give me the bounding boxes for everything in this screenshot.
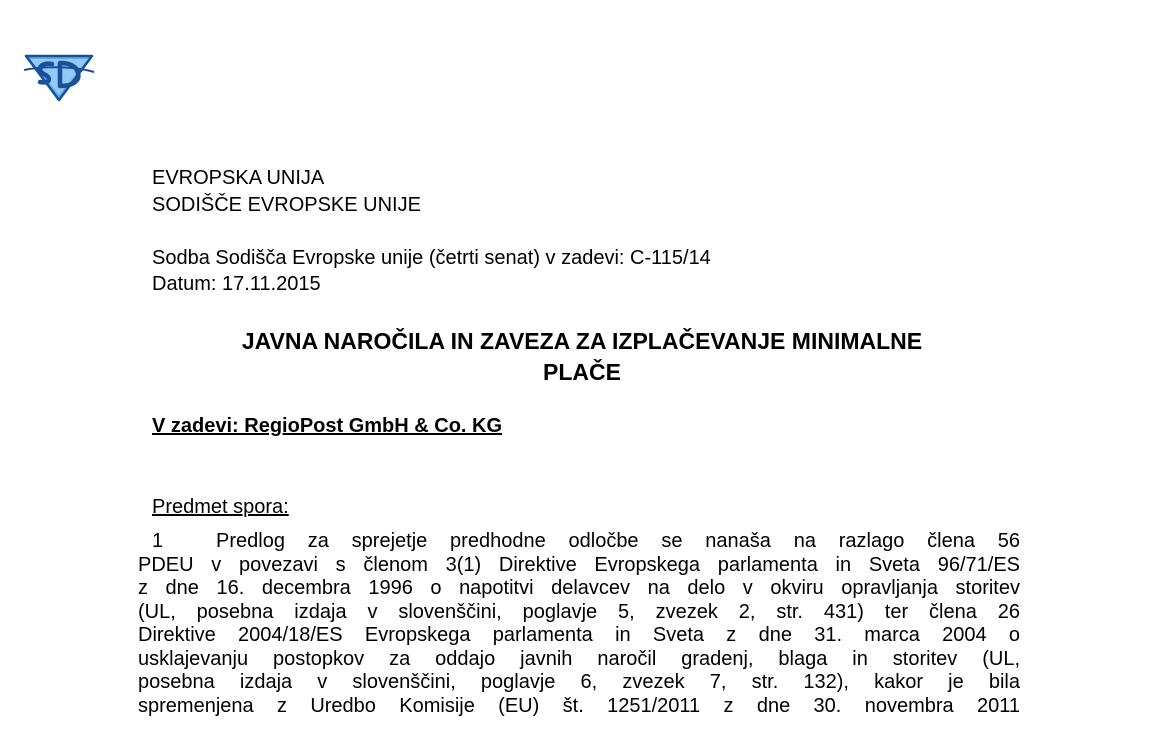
court-header-line-1: EVROPSKA UNIJA: [152, 167, 325, 189]
paragraph-line: Direktive 2004/18/ES Evropskega parlamenta in Sveta z dne 31. marca 2004 o: [138, 624, 1020, 646]
document-title-line-2: PLAČE: [543, 359, 621, 385]
subject-heading: Predmet spora:: [152, 496, 289, 518]
paragraph-line: usklajevanju postopkov za oddajo javnih naročil gradenj, blaga in storitev (UL,: [138, 647, 1020, 670]
paragraph-number: 1: [152, 530, 164, 552]
paragraph-line: spremenjena z Uredbo Komisije (EU) št. 1251/2011 z dne 30. novembra 2011: [138, 694, 1020, 717]
case-heading: V zadevi: RegioPost GmbH & Co. KG: [152, 415, 503, 437]
paragraph-line: 1 Predlog za sprejetje predhodne odločbe se nanaša na razlago člena 56: [138, 530, 1020, 554]
judgment-date: Datum: 17.11.2015: [152, 273, 321, 295]
paragraph-line: (UL, posebna izdaja v slovenščini, poglavje 5, zvezek 2, str. 431) ter člena 26: [138, 600, 1020, 623]
paragraph-1: [138, 530, 1020, 718]
paragraph-line: PDEU v povezavi s členom 3(1) Direktive Evropskega parlamenta in Sveta 96/71/ES: [138, 553, 1020, 576]
paragraph-line: z dne 16. decembra 1996 o napotitvi delavcev na delo v okviru opravljanja storitev: [138, 577, 1020, 599]
document-title-line-1: JAVNA NAROČILA IN ZAVEZA ZA IZPLAČEVANJE MINIMALNE: [241, 328, 923, 354]
court-header-line-2: SODIŠČE EVROPSKE UNIJE: [152, 194, 421, 216]
paragraph-line: posebna izdaja v slovenščini, poglavje 6, zvezek 7, str. 132), kakor je bila: [138, 671, 1020, 693]
sodisce-shield-logo-icon: [22, 50, 96, 104]
judgment-reference: Sodba Sodišča Evropske unije (četrti senat) v zadevi: C-115/14: [152, 247, 711, 269]
